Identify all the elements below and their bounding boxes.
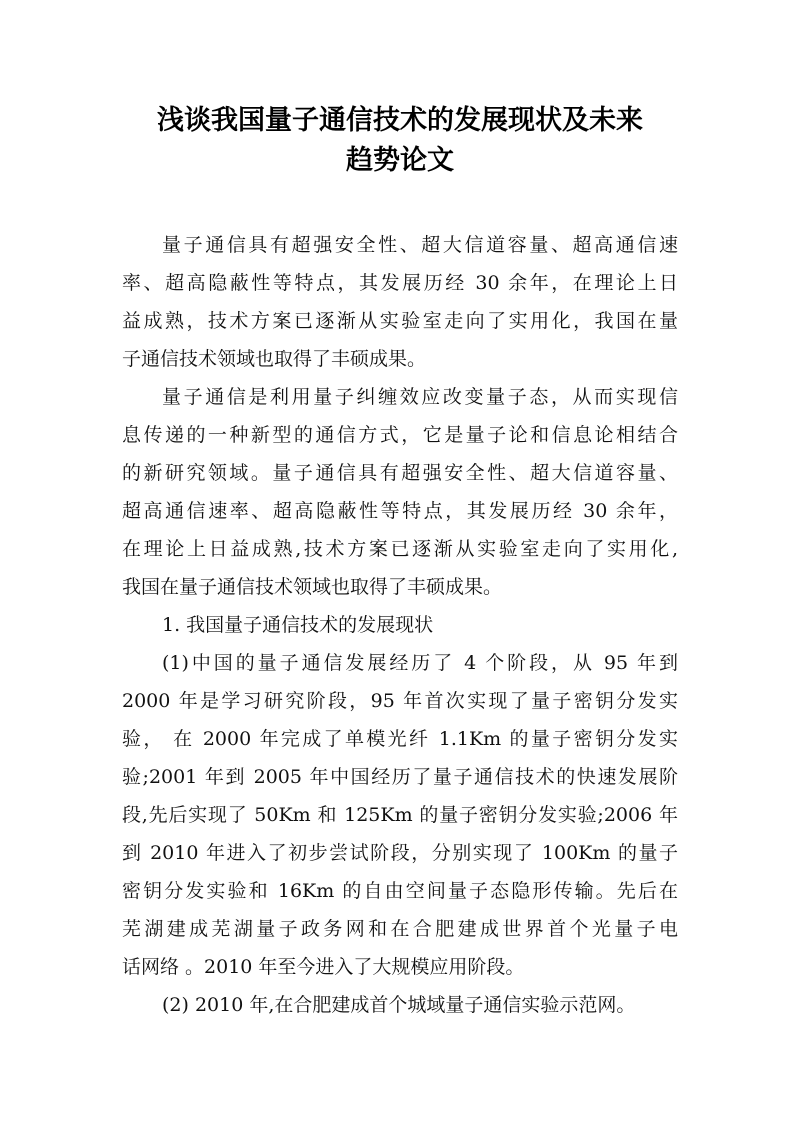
- document-title-line-1: 浅谈我国量子通信技术的发展现状及未来: [157, 105, 643, 136]
- paragraph-2-line-5: 在理论上日益成熟,技术方案已逐渐从实验室走向了实用化,: [122, 538, 678, 560]
- section-heading: 1. 我国量子通信技术的发展现状: [162, 614, 434, 636]
- paragraph-2-line-3: 的新研究领域。量子通信具有超强安全性、超大信道容量、: [122, 462, 678, 484]
- paragraph-3-line-6: 到 2010 年进入了初步尝试阶段，分别实现了 100Km 的量子: [122, 842, 678, 864]
- paragraph-3-line-1: (1)中国的量子通信发展经历了 4 个阶段，从 95 年到: [162, 652, 678, 674]
- paragraph-3-line-9: 话网络 。2010 年至今进入了大规模应用阶段。: [122, 956, 525, 978]
- paragraph-3-line-4: 验;2001 年到 2005 年中国经历了量子通信技术的快速发展阶: [122, 766, 678, 788]
- document-title-line-2: 趋势论文: [346, 145, 454, 176]
- paragraph-2-line-2: 息传递的一种新型的通信方式，它是量子论和信息论相结合: [122, 424, 678, 446]
- paragraph-3-line-3: 验， 在 2000 年完成了单模光纤 1.1Km 的量子密钥分发实: [122, 728, 678, 750]
- paragraph-1-line-4: 子通信技术领域也取得了丰硕成果。: [122, 348, 427, 370]
- paragraph-2-line-4: 超高通信速率、超高隐蔽性等特点，其发展历经 30 余年，: [122, 500, 678, 522]
- paragraph-3-line-5: 段,先后实现了 50Km 和 125Km 的量子密钥分发实验;2006 年: [122, 804, 678, 826]
- paragraph-1-line-2: 率、超高隐蔽性等特点，其发展历经 30 余年，在理论上日: [122, 272, 678, 294]
- paragraph-3-line-2: 2000 年是学习研究阶段，95 年首次实现了量子密钥分发实: [122, 690, 678, 712]
- paragraph-2-line-6: 我国在量子通信技术领域也取得了丰硕成果。: [122, 576, 503, 598]
- paragraph-1-line-1: 量子通信具有超强安全性、超大信道容量、超高通信速: [162, 234, 678, 256]
- paragraph-2-line-1: 量子通信是利用量子纠缠效应改变量子态，从而实现信: [162, 386, 678, 408]
- paragraph-3-line-7: 密钥分发实验和 16Km 的自由空间量子态隐形传输。先后在: [122, 880, 678, 902]
- paragraph-4-line-1: (2) 2010 年,在合肥建成首个城域量子通信实验示范网。: [162, 994, 636, 1016]
- paragraph-3-line-8: 芜湖建成芜湖量子政务网和在合肥建成世界首个光量子电: [122, 918, 678, 940]
- paragraph-1-line-3: 益成熟，技术方案已逐渐从实验室走向了实用化，我国在量: [122, 310, 678, 332]
